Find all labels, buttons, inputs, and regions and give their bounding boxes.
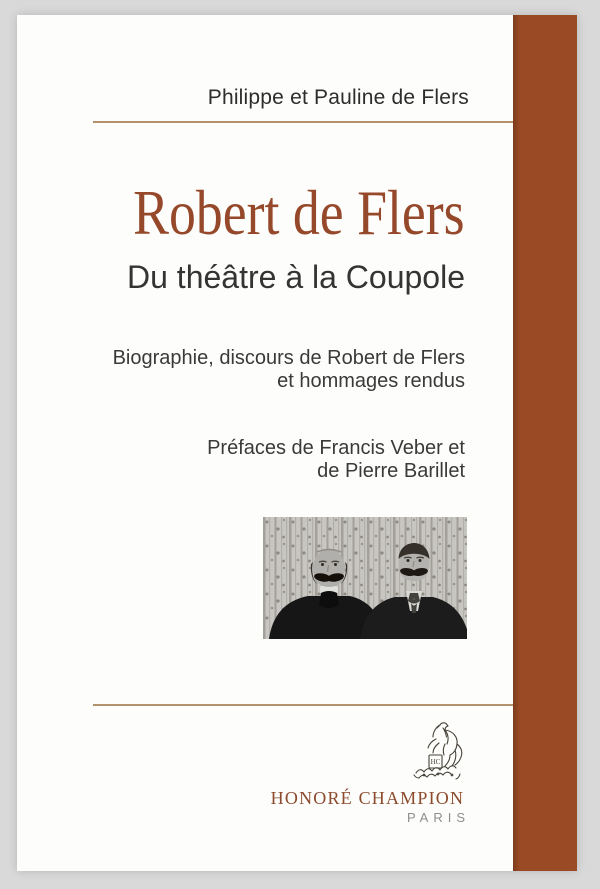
two-men-photograph (263, 517, 467, 639)
book-cover (17, 15, 577, 871)
description-line-1: Biographie, discours de Robert de Flers (112, 347, 465, 369)
prefaces-line-2: de Pierre Barillet (317, 460, 465, 482)
bottom-divider-rule (93, 704, 513, 706)
prefaces-line-1: Préfaces de Francis Veber et (207, 437, 465, 459)
book-description (113, 347, 465, 393)
book-subtitle: Du théâtre à la Coupole (127, 259, 465, 295)
spine-accent-stripe (513, 15, 577, 871)
publisher-monogram: HC (430, 758, 441, 766)
prefaces-credit (207, 437, 465, 483)
publisher-logo (408, 722, 468, 784)
description-line-2: et hommages rendus (277, 370, 465, 392)
publisher-city: PARIS (406, 810, 470, 825)
book-title: Robert de Flers (133, 177, 465, 248)
publisher-name: HONORÉ CHAMPION (270, 788, 465, 808)
top-divider-rule (93, 121, 513, 123)
author-names: Philippe et Pauline de Flers (207, 86, 469, 109)
cover-photo (263, 517, 467, 639)
champion-horse-emblem-icon (408, 722, 468, 784)
